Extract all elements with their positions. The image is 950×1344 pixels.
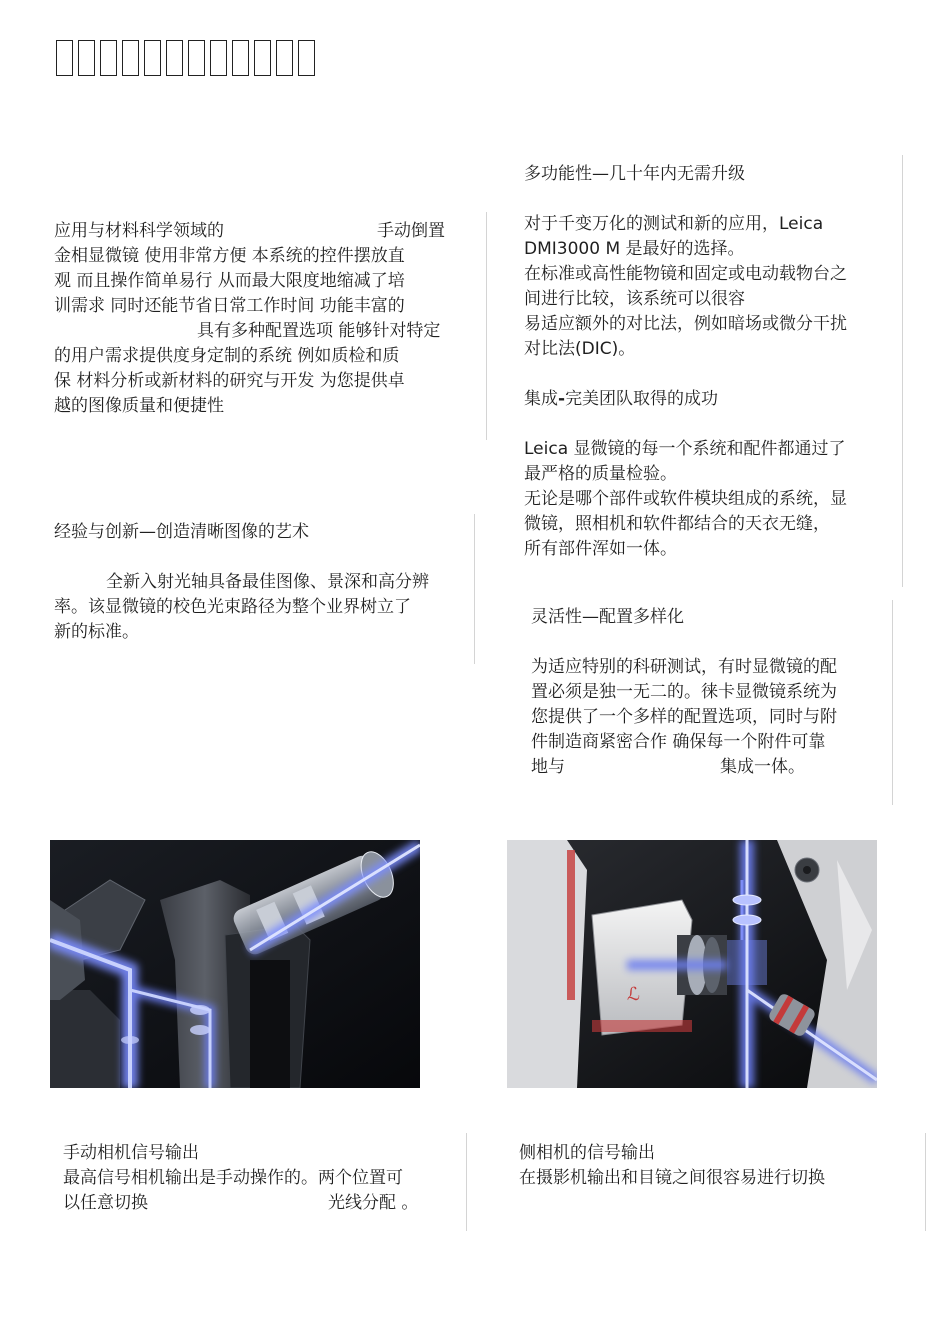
text-span: 集成: [524, 389, 558, 409]
text-line: 越的图像质量和便捷性: [54, 396, 224, 416]
text-line: 微镜，照相机和软件都结合的天衣无缝，: [524, 514, 830, 534]
title-glyph-box: [166, 40, 183, 76]
text-span: 应用与材料科学领域的: [54, 221, 224, 241]
column-divider: [486, 212, 487, 440]
column-divider: [925, 1133, 926, 1231]
title-glyph-box: [298, 40, 315, 76]
text-line: 具有多种配置选项 能够针对特定: [197, 321, 441, 341]
title-glyph-box: [56, 40, 73, 76]
text-span: 以任意切换: [63, 1193, 148, 1213]
column-divider: [892, 600, 893, 805]
text-line: 全新入射光轴具备最佳图像、景深和高分辨: [106, 572, 429, 592]
text-line: 对于千变万化的测试和新的应用，Leica: [524, 214, 824, 234]
text-line: 置必须是独一无二的。徕卡显微镜系统为: [531, 682, 837, 702]
text-line: 训需求 同时还能节省日常工作时间 功能丰富的: [54, 296, 405, 316]
title-glyph-box: [210, 40, 227, 76]
text-line: 对比法(DIC)。: [524, 339, 636, 359]
text-line: 您提供了一个多样的配置选项，同时与附: [531, 707, 837, 727]
text-line: 的用户需求提供度身定制的系统 例如质检和质: [54, 346, 400, 366]
page-title-placeholder-glyphs: [56, 40, 315, 76]
section-heading: [524, 387, 718, 412]
leica-logo-mark: ℒ: [627, 984, 640, 1004]
text-line: 间进行比较，该系统可以很容: [524, 289, 745, 309]
microscope-cutaway-photo-right: [507, 840, 877, 1088]
caption-title: 手动相机信号输出: [63, 1143, 199, 1163]
text-span: 手动倒置: [377, 221, 445, 241]
title-glyph-box: [188, 40, 205, 76]
title-glyph-box: [78, 40, 95, 76]
text-line: 率。该显微镜的校色光束路径为整个业界树立了: [54, 597, 411, 617]
title-glyph-box: [232, 40, 249, 76]
text-line: 在摄影机输出和目镜之间很容易进行切换: [519, 1168, 825, 1188]
section-heading: 灵活性—配置多样化: [531, 607, 684, 627]
column-divider: [466, 1133, 467, 1231]
column-divider: [474, 514, 475, 664]
microscope-cutaway-photo-left: [50, 840, 420, 1088]
title-glyph-box: [100, 40, 117, 76]
microscope-illustration: [507, 840, 877, 1088]
text-line: 所有部件浑如一体。: [524, 539, 677, 559]
text-line: 最严格的质量检验。: [524, 464, 677, 484]
text-line: 最高信号相机输出是手动操作的。两个位置可: [63, 1168, 403, 1188]
text-span: -: [558, 389, 566, 409]
title-glyph-box: [276, 40, 293, 76]
title-glyph-box: [254, 40, 271, 76]
text-line: 保 材料分析或新材料的研究与开发 为您提供卓: [54, 371, 405, 391]
text-span: 光线分配 。: [328, 1193, 419, 1213]
text-span: 地与: [531, 757, 565, 777]
text-line: 在标准或高性能物镜和固定或电动载物台之: [524, 264, 847, 284]
text-line: 为适应特别的科研测试，有时显微镜的配: [531, 657, 837, 677]
text-line: [63, 1191, 418, 1216]
section-heading: 多功能性—几十年内无需升级: [524, 164, 745, 184]
column-divider: [902, 155, 903, 587]
text-line: [531, 755, 805, 780]
caption-title: 侧相机的信号输出: [519, 1143, 655, 1163]
text-line: 观 而且操作简单易行 从而最大限度地缩减了培: [54, 271, 405, 291]
title-glyph-box: [122, 40, 139, 76]
title-glyph-box: [144, 40, 161, 76]
text-span: 完美团队取得的成功: [565, 389, 719, 409]
text-line: 新的标准。: [54, 622, 139, 642]
section-heading: 经验与创新—创造清晰图像的艺术: [54, 522, 309, 542]
text-line: 件制造商紧密合作 确保每一个附件可靠: [531, 732, 826, 752]
text-line: Leica 显微镜的每一个系统和配件都通过了: [524, 439, 846, 459]
microscope-illustration: [50, 840, 420, 1088]
text-line: DMI3000 M 是最好的选择。: [524, 239, 745, 259]
text-line: 金相显微镜 使用非常方便 本系统的控件摆放直: [54, 246, 405, 266]
text-line: 无论是哪个部件或软件模块组成的系统，显: [524, 489, 847, 509]
text-span: 集成一体。: [720, 757, 805, 777]
text-line: 易适应额外的对比法，例如暗场或微分干扰: [524, 314, 847, 334]
text-line: [54, 219, 445, 244]
